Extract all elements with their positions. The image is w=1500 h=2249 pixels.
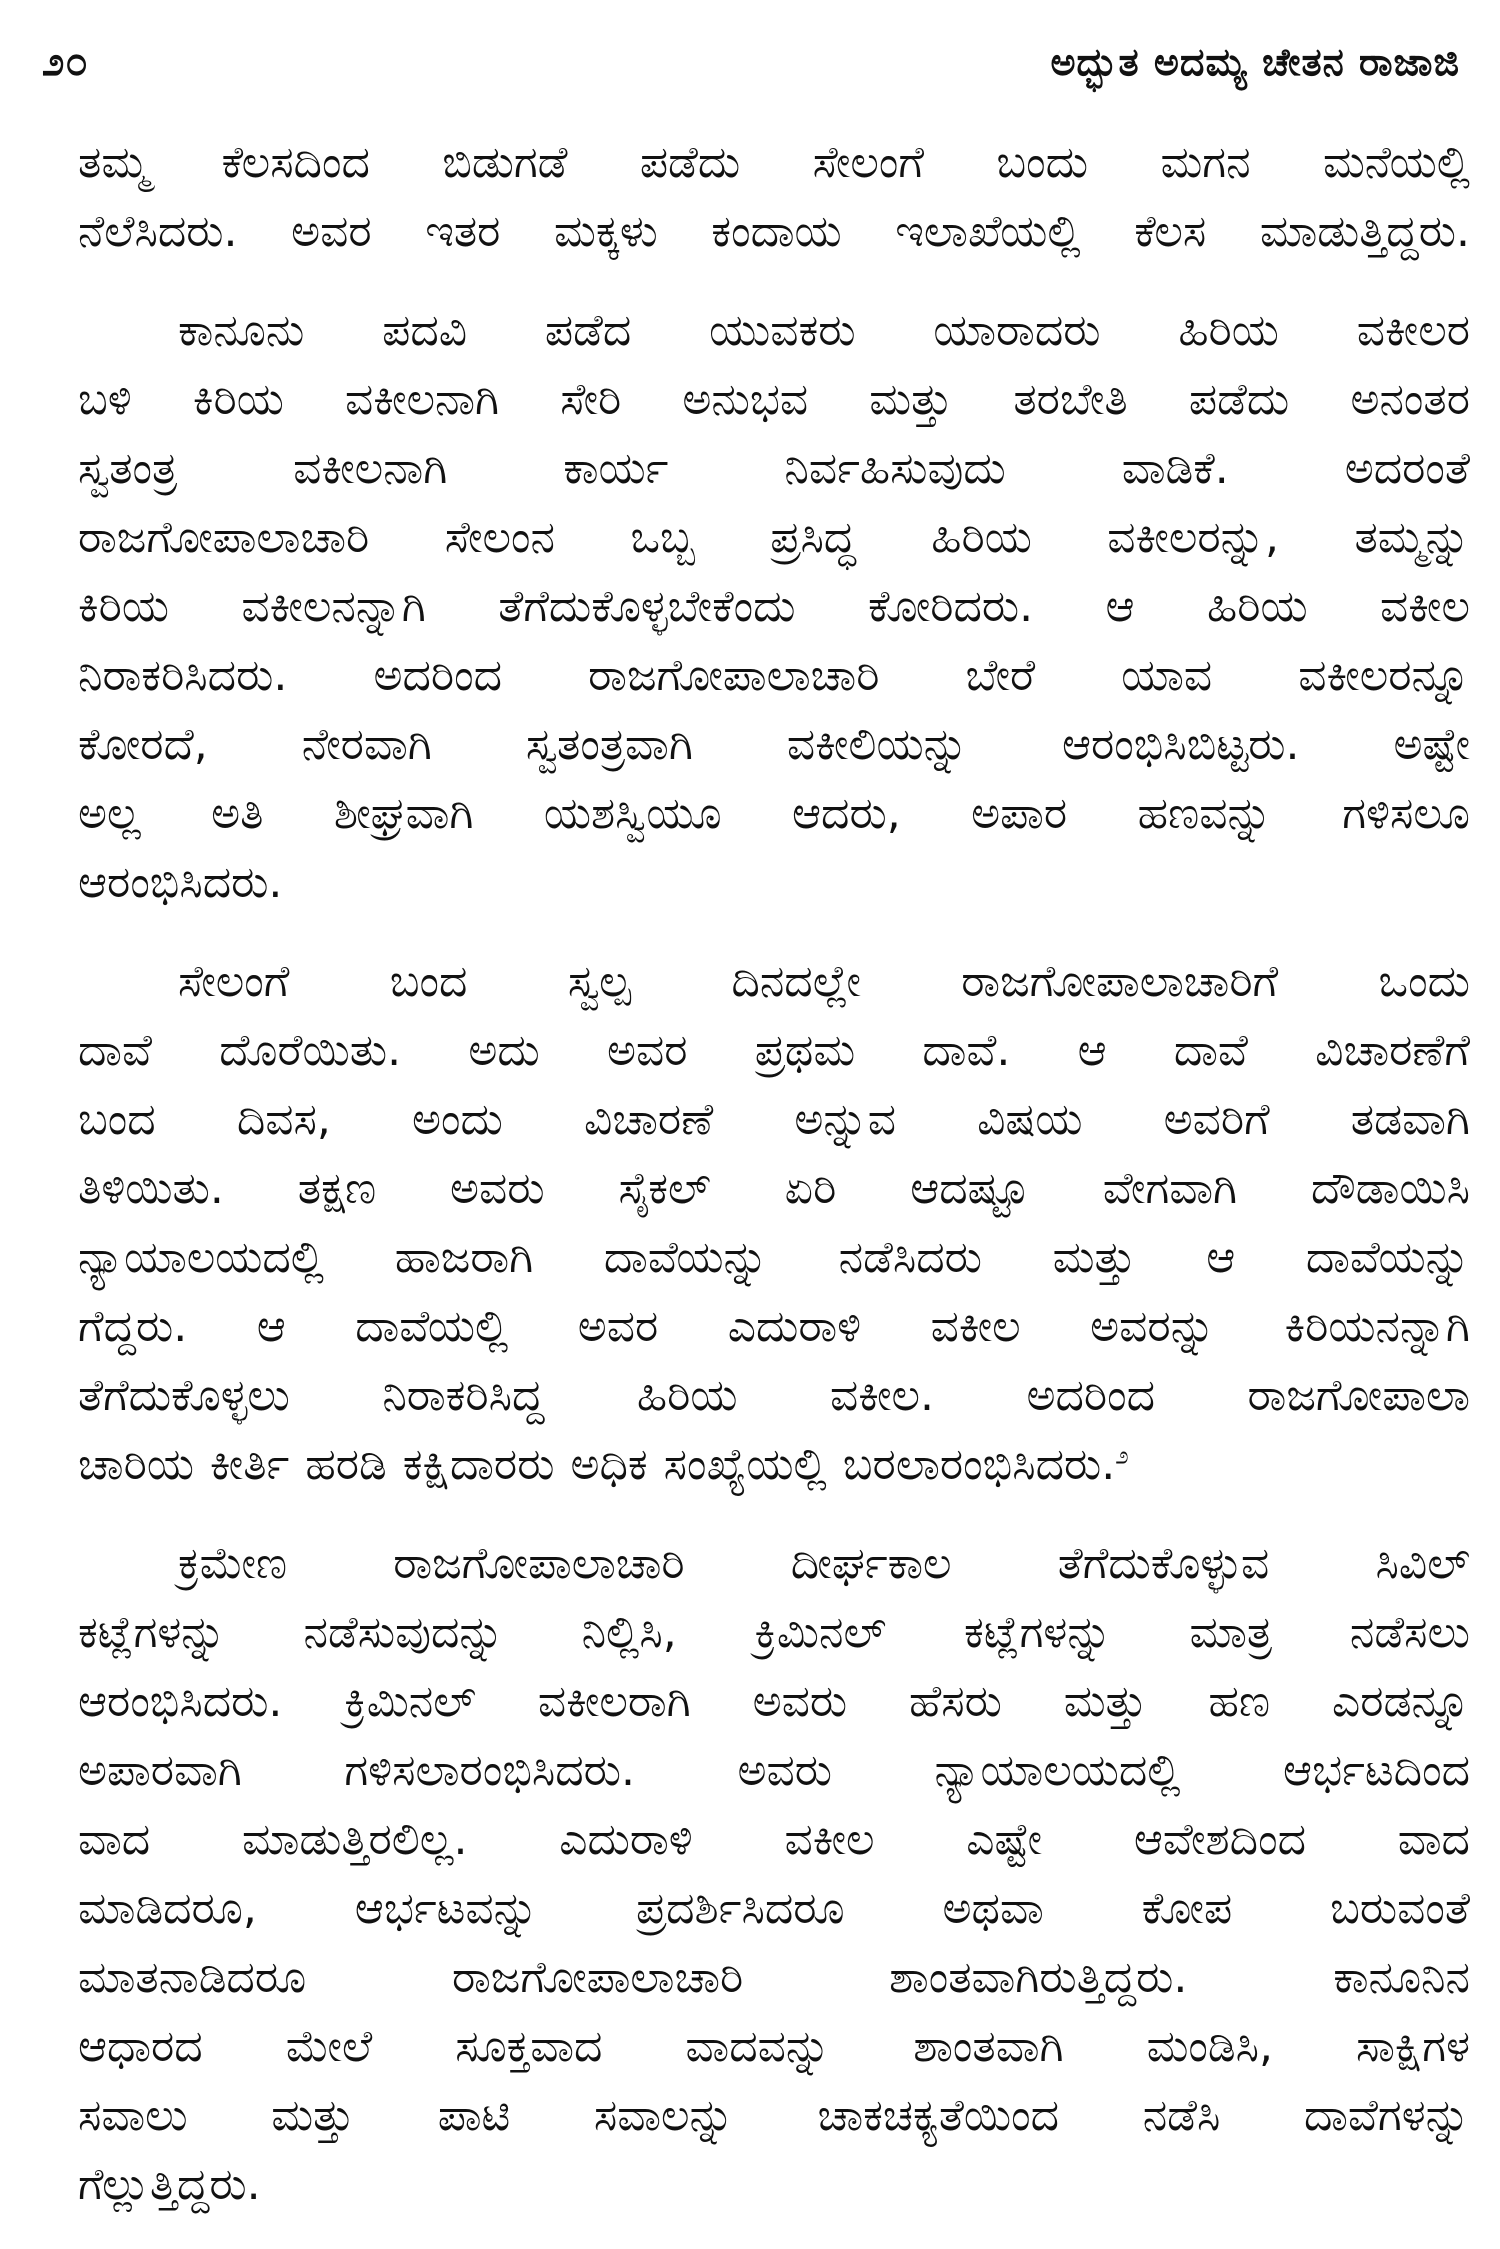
text-line: ಆರಂಭಿಸಿದರು. bbox=[78, 857, 283, 908]
text-line: ಮಾತನಾಡಿದರೂ ರಾಜಗೋಪಾಲಾಚಾರಿ ಶಾಂತವಾಗಿರುತ್ತಿದ್ದರು. ಕಾನೂನಿನ bbox=[78, 1952, 1470, 2003]
text-line: ಸೇಲಂಗೆ ಬಂದ ಸ್ವಲ್ಪ ದಿನದಲ್ಲೇ ರಾಜಗೋಪಾಲಾಚಾರಿಗೆ ಒಂದು bbox=[178, 956, 1470, 1007]
body-text bbox=[78, 128, 1470, 2249]
text-line: ಅಲ್ಲ ಅತಿ ಶೀಘ್ರವಾಗಿ ಯಶಸ್ವಿಯೂ ಆದರು, ಅಪಾರ ಹಣವನ್ನು ಗಳಿಸಲೂ bbox=[78, 788, 1470, 839]
text-line: ಆಧಾರದ ಮೇಲೆ ಸೂಕ್ತವಾದ ವಾದವನ್ನು ಶಾಂತವಾಗಿ ಮಂಡಿಸಿ, ಸಾಕ್ಷಿಗಳ bbox=[78, 2021, 1470, 2072]
text-line: ವಾದ ಮಾಡುತ್ತಿರಲಿಲ್ಲ. ಎದುರಾಳಿ ವಕೀಲ ಎಷ್ಟೇ ಆವೇಶದಿಂದ ವಾದ bbox=[78, 1814, 1470, 1865]
text-line: ಕಿರಿಯ ವಕೀಲನನ್ನಾಗಿ ತೆಗೆದುಕೊಳ್ಳಬೇಕೆಂದು ಕೋರಿದರು. ಆ ಹಿರಿಯ ವಕೀಲ bbox=[78, 581, 1470, 632]
paragraph-4 bbox=[78, 1529, 1470, 2219]
text-line: ಆರಂಭಿಸಿದರು. ಕ್ರಿಮಿನಲ್ ವಕೀಲರಾಗಿ ಅವರು ಹೆಸರು ಮತ್ತು ಹಣ ಎರಡನ್ನೂ bbox=[78, 1676, 1470, 1727]
text-line: ಕಟ್ಲೆಗಳನ್ನು ನಡೆಸುವುದನ್ನು ನಿಲ್ಲಿಸಿ, ಕ್ರಿಮಿನಲ್ ಕಟ್ಲೆಗಳನ್ನು ಮಾತ್ರ ನಡೆಸಲು bbox=[78, 1607, 1470, 1658]
footnote-mark: ೨ bbox=[1115, 1441, 1129, 1470]
text-line: ದಾವೆ ದೊರೆಯಿತು. ಅದು ಅವರ ಪ್ರಥಮ ದಾವೆ. ಆ ದಾವೆ ವಿಚಾರಣೆಗೆ bbox=[78, 1025, 1470, 1076]
text-line: ರಾಜಗೋಪಾಲಾಚಾರಿ ಸೇಲಂನ ಒಬ್ಬ ಪ್ರಸಿದ್ಧ ಹಿರಿಯ ವಕೀಲರನ್ನು, ತಮ್ಮನ್ನು bbox=[78, 512, 1470, 563]
text-line: ನಿರಾಕರಿಸಿದರು. ಅದರಿಂದ ರಾಜಗೋಪಾಲಾಚಾರಿ ಬೇರೆ ಯಾವ ವಕೀಲರನ್ನೂ bbox=[78, 650, 1470, 701]
paragraph-3 bbox=[78, 947, 1470, 1499]
text-line: ಸ್ವತಂತ್ರ ವಕೀಲನಾಗಿ ಕಾರ್ಯ ನಿರ್ವಹಿಸುವುದು ವಾಡಿಕೆ. ಅದರಂತೆ bbox=[78, 443, 1470, 494]
running-title: ಅದ್ಭುತ ಅದಮ್ಯ ಚೇತನ ರಾಜಾಜಿ bbox=[1050, 39, 1460, 84]
text-line: ಸವಾಲು ಮತ್ತು ಪಾಟಿ ಸವಾಲನ್ನು ಚಾಕಚಕ್ಯತೆಯಿಂದ ನಡೆಸಿ ದಾವೆಗಳನ್ನು bbox=[78, 2090, 1470, 2141]
paragraph-1 bbox=[78, 128, 1470, 266]
text-line: ತಮ್ಮ ಕೆಲಸದಿಂದ ಬಿಡುಗಡೆ ಪಡೆದು ಸೇಲಂಗೆ ಬಂದು ಮಗನ ಮನೆಯಲ್ಲಿ bbox=[78, 137, 1470, 188]
text-line: ಕಾನೂನು ಪದವಿ ಪಡೆದ ಯುವಕರು ಯಾರಾದರು ಹಿರಿಯ ವಕೀಲರ bbox=[178, 305, 1470, 356]
page-header bbox=[42, 22, 1460, 102]
paragraph-2 bbox=[78, 296, 1470, 917]
text-line: ಗೆದ್ದರು. ಆ ದಾವೆಯಲ್ಲಿ ಅವರ ಎದುರಾಳಿ ವಕೀಲ ಅವರನ್ನು ಕಿರಿಯನನ್ನಾಗಿ bbox=[78, 1301, 1470, 1352]
text-line: ಬಳಿ ಕಿರಿಯ ವಕೀಲನಾಗಿ ಸೇರಿ ಅನುಭವ ಮತ್ತು ತರಬೇತಿ ಪಡೆದು ಅನಂತರ bbox=[78, 374, 1470, 425]
text-line: ಬಂದ ದಿವಸ, ಅಂದು ವಿಚಾರಣೆ ಅನ್ನುವ ವಿಷಯ ಅವರಿಗೆ ತಡವಾಗಿ bbox=[78, 1094, 1470, 1145]
text-line: ನೆಲೆಸಿದರು. ಅವರ ಇತರ ಮಕ್ಕಳು ಕಂದಾಯ ಇಲಾಖೆಯಲ್ಲಿ ಕೆಲಸ ಮಾಡುತ್ತಿದ್ದರು. bbox=[78, 206, 1470, 257]
text-line: ಕ್ರಮೇಣ ರಾಜಗೋಪಾಲಾಚಾರಿ ದೀರ್ಘಕಾಲ ತೆಗೆದುಕೊಳ್ಳುವ ಸಿವಿಲ್ bbox=[178, 1538, 1470, 1589]
text-line: ನ್ಯಾಯಾಲಯದಲ್ಲಿ ಹಾಜರಾಗಿ ದಾವೆಯನ್ನು ನಡೆಸಿದರು ಮತ್ತು ಆ ದಾವೆಯನ್ನು bbox=[78, 1232, 1470, 1283]
text-line: ಕೋರದೆ, ನೇರವಾಗಿ ಸ್ವತಂತ್ರವಾಗಿ ವಕೀಲಿಯನ್ನು ಆರಂಭಿಸಿಬಿಟ್ಟರು. ಅಷ್ಟೇ bbox=[78, 719, 1470, 770]
text-line: ಮಾಡಿದರೂ, ಆರ್ಭಟವನ್ನು ಪ್ರದರ್ಶಿಸಿದರೂ ಅಥವಾ ಕೋಪ ಬರುವಂತೆ bbox=[78, 1883, 1470, 1934]
text-line: ತಿಳಿಯಿತು. ತಕ್ಷಣ ಅವರು ಸೈಕಲ್ ಏರಿ ಆದಷ್ಟೂ ವೇಗವಾಗಿ ದೌಡಾಯಿಸಿ bbox=[78, 1163, 1470, 1214]
text-line: ಗೆಲ್ಲುತ್ತಿದ್ದರು. bbox=[78, 2159, 261, 2210]
text-line-with-footnote bbox=[78, 1430, 1470, 1499]
text-line: ಚಾರಿಯ ಕೀರ್ತಿ ಹರಡಿ ಕಕ್ಷಿದಾರರು ಅಧಿಕ ಸಂಖ್ಯೆಯಲ್ಲಿ ಬರಲಾರಂಭಿಸಿದರು. bbox=[78, 1439, 1116, 1490]
page-number: ೨೦ bbox=[42, 39, 89, 85]
text-line: ತೆಗೆದುಕೊಳ್ಳಲು ನಿರಾಕರಿಸಿದ್ದ ಹಿರಿಯ ವಕೀಲ. ಅದರಿಂದ ರಾಜಗೋಪಾಲಾ bbox=[78, 1370, 1470, 1421]
text-line: ಅಪಾರವಾಗಿ ಗಳಿಸಲಾರಂಭಿಸಿದರು. ಅವರು ನ್ಯಾಯಾಲಯದಲ್ಲಿ ಆರ್ಭಟದಿಂದ bbox=[78, 1745, 1470, 1796]
